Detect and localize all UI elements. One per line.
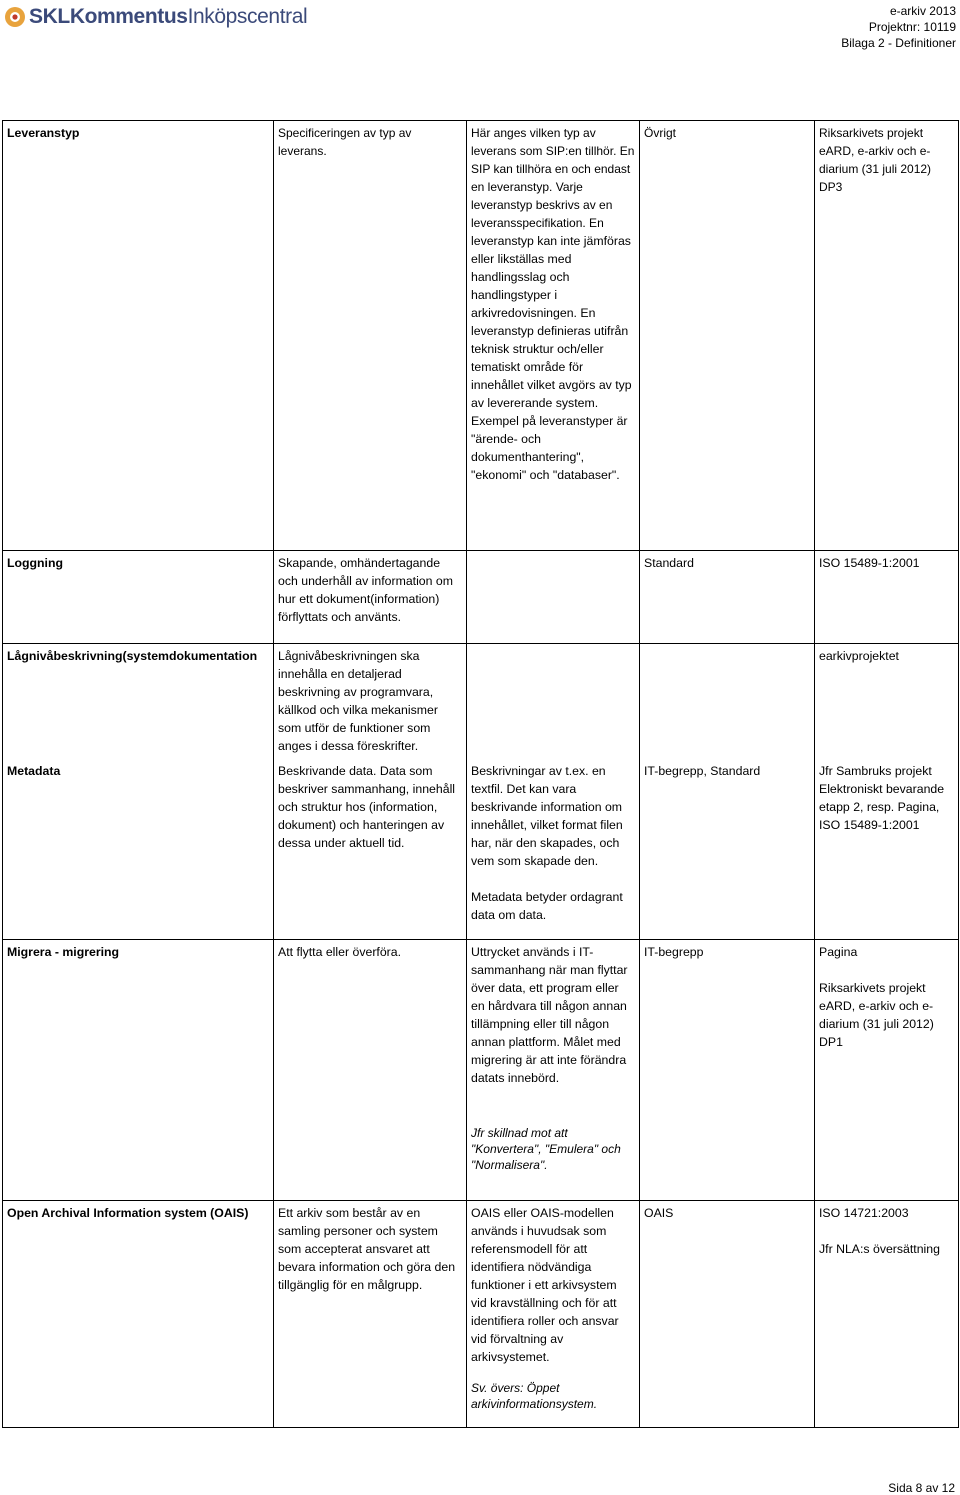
- logo-circle-icon: [4, 6, 26, 28]
- category-cell: IT-begrepp: [640, 939, 815, 1200]
- table-row-loggning: [3, 551, 959, 644]
- comment-cell: Uttrycket används i IT-sammanhang när man flyttar över data, ett program eller en hårdvara till någon annan tillämpning eller till någon annan plattform. Målet med migrering är att inte förändra datats innebörd. Jfr skillnad mot att "Konvertera", "Emulera" och "Normalisera".: [467, 939, 640, 1200]
- source-cell: Pagina Riksarkivets projekt eARD, e-arkiv och e-diarium (31 juli 2012) DP1: [815, 939, 959, 1200]
- page-number: Sida 8 av 12: [888, 1481, 955, 1495]
- definitions-table: [2, 120, 959, 1428]
- term-cell: Leveranstyp: [3, 121, 274, 551]
- comment-cell: Beskrivningar av t.ex. en textfil. Det kan vara beskrivande information om innehållet, vilket format filen har, när den skapades, och vem som skapade den. Metadata betyder ordagrant data om data.: [467, 759, 640, 939]
- table-row-metadata: [3, 759, 959, 939]
- table-row-lagnivabeskrivning: [3, 644, 959, 760]
- source-cell: earkivprojektet: [815, 644, 959, 760]
- comment-cell: [467, 551, 640, 644]
- category-cell: Standard: [640, 551, 815, 644]
- term-cell: Open Archival Information system (OAIS): [3, 1200, 274, 1427]
- definition-cell: Beskrivande data. Data som beskriver sammanhang, innehåll och struktur hos (information, dokument) och hanteringen av dessa under aktuell tid.: [274, 759, 467, 939]
- comment-cell: Här anges vilken typ av leverans som SIP:en tillhör. En SIP kan tillhöra en och endast en leveranstyp. Varje leveranstyp beskrivs av en leveransspecifikation. En leveranstyp kan inte jämföras eller likställas med handlingsslag och handlingstyper i arkivredovisningen. En leveranstyp definieras utifrån teknisk struktur och/eller tematiskt område för innehållet vilket avgörs av typ av levererande system. Exempel på leveranstyper är "ärende- och dokumenthantering", "ekonomi" och "databaser".: [467, 121, 640, 551]
- header-info: [841, 3, 956, 51]
- definition-cell: Lågnivåbeskrivningen ska innehålla en detaljerad beskrivning av programvara, källkod och vilka mekanismer som utför de funktioner som anges i dessa föreskrifter.: [274, 644, 467, 760]
- definition-cell: Skapande, omhändertagande och underhåll av information om hur ett dokument(information) förflyttats och använts.: [274, 551, 467, 644]
- term-cell: Metadata: [3, 759, 274, 939]
- comment-cell: OAIS eller OAIS-modellen används i huvudsak som referensmodell för att identifiera nödvändiga funktioner i ett arkivsystem vid kravställning och för att identifiera roller och ansvar vid förvaltning av arkivsystemet. Sv. övers: Öppet arkivinformationsystem.: [467, 1200, 640, 1427]
- comment-cell: [467, 644, 640, 760]
- header-line-appendix: Bilaga 2 - Definitioner: [841, 36, 956, 50]
- definition-cell: Specificeringen av typ av leverans.: [274, 121, 467, 551]
- term-cell: Loggning: [3, 551, 274, 644]
- category-cell: [640, 644, 815, 760]
- category-cell: Övrigt: [640, 121, 815, 551]
- header-line-project: Projektnr: 10119: [868, 20, 956, 34]
- table-row-migrera: [3, 939, 959, 1200]
- logo: [4, 4, 307, 30]
- source-cell: ISO 14721:2003 Jfr NLA:s översättning: [815, 1200, 959, 1427]
- table-row-leveranstyp: [3, 121, 959, 551]
- comment-note: Jfr skillnad mot att "Konvertera", "Emulera" och "Normalisera".: [471, 1125, 621, 1172]
- comment-note: Sv. övers: Öppet arkivinformationsystem.: [471, 1380, 598, 1411]
- term-cell: Migrera - migrering: [3, 939, 274, 1200]
- source-cell: Jfr Sambruks projekt Elektroniskt bevarande etapp 2, resp. Pagina, ISO 15489-1:2001: [815, 759, 959, 939]
- source-cell: Riksarkivets projekt eARD, e-arkiv och e-diarium (31 juli 2012) DP3: [815, 121, 959, 551]
- header-line-archive: e-arkiv 2013: [889, 4, 956, 18]
- category-cell: IT-begrepp, Standard: [640, 759, 815, 939]
- category-cell: OAIS: [640, 1200, 815, 1427]
- source-cell: ISO 15489-1:2001: [815, 551, 959, 644]
- logo-text: SKLKommentusInköpscentral: [29, 5, 308, 28]
- definition-cell: Ett arkiv som består av en samling personer och system som accepterat ansvaret att bevara information och göra den tillgänglig för en målgrupp.: [274, 1200, 467, 1427]
- term-cell: Lågnivåbeskrivning(systemdokumentation: [3, 644, 274, 760]
- definition-cell: Att flytta eller överföra.: [274, 939, 467, 1200]
- table-row-oais: [3, 1200, 959, 1427]
